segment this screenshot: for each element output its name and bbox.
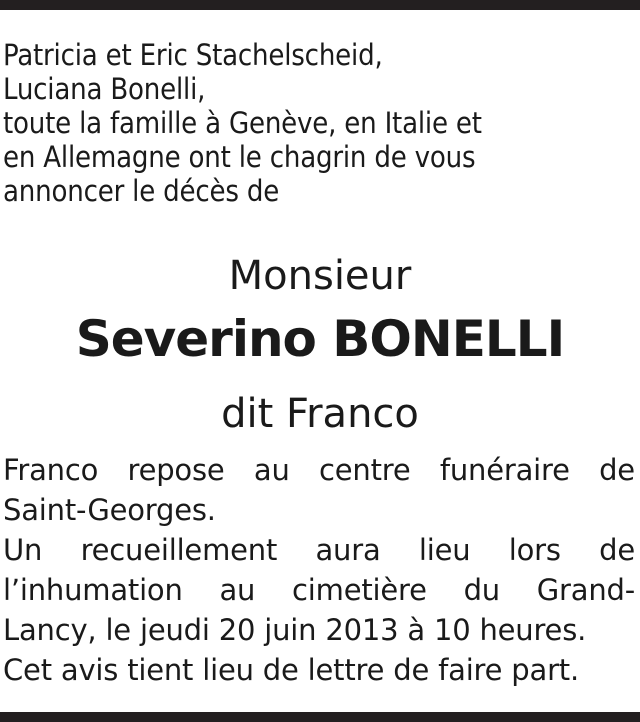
deceased-nickname: dit Franco — [221, 391, 419, 437]
intro-line: Luciana Bonelli, — [3, 72, 206, 106]
details-line-5: Lancy, le jeudi 20 juin 2013 à 10 heures. — [3, 613, 587, 647]
announcement-intro — [3, 38, 635, 208]
word: l’inhumation — [3, 573, 183, 607]
details-line-6: Cet avis tient lieu de lettre de faire part. — [3, 653, 579, 687]
details-line-3 — [3, 530, 635, 570]
word: centre — [319, 453, 411, 487]
details-line-2: Saint-Georges. — [3, 493, 216, 527]
word: cimetière — [292, 573, 427, 607]
details-line-1 — [3, 450, 635, 490]
word: lieu — [418, 533, 471, 567]
word: du — [463, 573, 500, 607]
intro-line: toute la famille à Genève, en Italie et — [3, 106, 482, 140]
word: recueillement — [80, 533, 278, 567]
top-border-rule — [0, 0, 640, 10]
word: repose — [127, 453, 225, 487]
deceased-name: Severino BONELLI — [75, 310, 565, 368]
word: funéraire — [439, 453, 570, 487]
word: aura — [315, 533, 381, 567]
word: au — [253, 453, 290, 487]
intro-line: en Allemagne ont le chagrin de vous — [3, 140, 476, 174]
honorific: Monsieur — [228, 253, 412, 299]
word: Grand- — [536, 573, 635, 607]
funeral-details — [3, 450, 635, 690]
intro-line: Patricia et Eric Stachelscheid, — [3, 38, 383, 72]
word: Un — [3, 533, 43, 567]
word: de — [599, 533, 635, 567]
word: au — [219, 573, 256, 607]
details-line-4 — [3, 570, 635, 610]
intro-line: annoncer le décès de — [3, 174, 280, 208]
word: de — [599, 453, 635, 487]
bottom-border-rule — [0, 712, 640, 722]
word: lors — [508, 533, 561, 567]
word: Franco — [3, 453, 99, 487]
